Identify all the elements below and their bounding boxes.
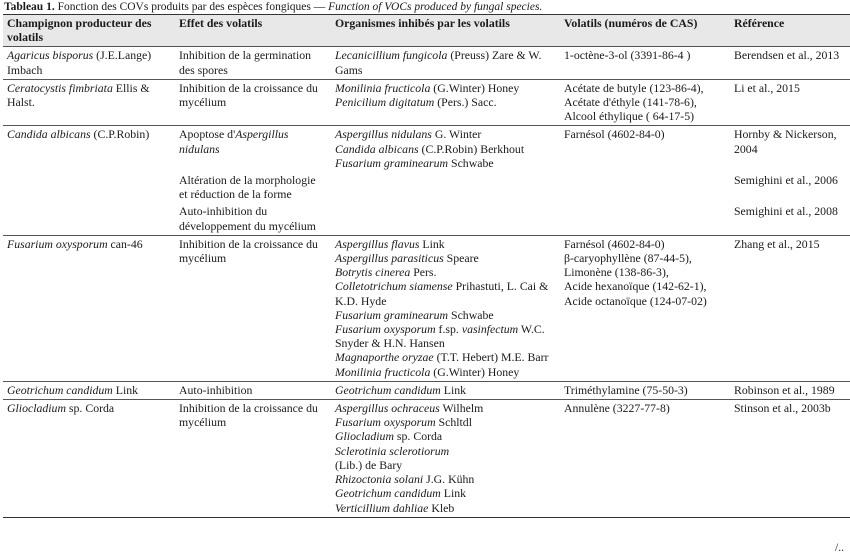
voc-table [3, 14, 850, 518]
reference-cell: Semighini et al., 2008 [730, 203, 850, 235]
organism-entry [335, 472, 556, 486]
organism-authority: Schwabe [448, 155, 494, 170]
organism-species: Fusarium graminearum [335, 307, 449, 322]
organism-species: Gliocladium [335, 429, 394, 444]
effect-cell: Auto-inhibition [175, 381, 331, 399]
organism-entry [335, 237, 556, 251]
header-volatiles: Volatils (numéros de CAS) [560, 15, 730, 47]
producer-species: Geotrichum candidum [7, 382, 113, 397]
organisms-cell [331, 126, 560, 172]
effect-cell: Inhibition de la croissance du mycélium [175, 400, 331, 518]
header-effect: Effet des volatils [175, 15, 331, 47]
organism-authority: (G.Winter) Honey [430, 80, 520, 95]
organism-authority: Link [440, 486, 467, 501]
producer-authority: sp. Corda [65, 401, 115, 416]
organism-species: Aspergillus flavus [335, 236, 420, 251]
effect-cell: Inhibition de la germination des spores [175, 47, 331, 79]
organisms-cell [331, 79, 560, 126]
organism-authority: Prihastuti, L. Cai & K.D. Hyde [335, 279, 549, 308]
effect-species: Aspergillus nidulans [179, 127, 289, 156]
organism-species: Botrytis cinerea [335, 265, 411, 280]
volatile-entry: Alcool éthylique ( 64-17-5) [564, 109, 695, 124]
reference-cell: Li et al., 2015 [730, 79, 850, 126]
header-organisms: Organismes inhibés par les volatils [331, 15, 560, 47]
caption-label: Tableau 1. [4, 1, 55, 13]
organism-species: Verticillium dahliae [335, 500, 429, 515]
organism-authority: (T.T. Hebert) M.E. Barr [433, 350, 549, 365]
volatile-entry: 1-octène-3-ol (3391-86-4 ) [564, 48, 691, 63]
organism-species: Monilinia fructicola [335, 80, 431, 95]
organism-species: Fusarium oxysporum [335, 415, 436, 430]
effect-cell: Inhibition de la croissance du mycélium [175, 79, 331, 126]
continued-marker: /.. [835, 542, 844, 554]
reference-cell: Zhang et al., 2015 [730, 235, 850, 381]
header-row [3, 15, 850, 47]
header-producer: Champignon producteur des volatils [3, 15, 175, 47]
effect-text: Apoptose d' [179, 127, 236, 142]
caption-text-fr: Fonction des COVs produits par des espèces fongiques — [54, 1, 329, 13]
organism-species: Colletotrichum siamense [335, 279, 453, 294]
organisms-cell [331, 381, 560, 399]
organism-entry [335, 401, 556, 415]
organism-entry [335, 350, 556, 364]
organism-authority: J.G. Kühn [423, 472, 475, 487]
table-row [3, 203, 850, 235]
table-row [3, 400, 850, 518]
organism-entry [335, 486, 556, 500]
producer-cell [3, 79, 175, 126]
organism-entry [335, 429, 556, 443]
producer-cell [3, 126, 175, 172]
producer-authority: Link [112, 382, 139, 397]
volatile-entry: Annulène (3227-77-8) [564, 401, 670, 416]
reference-cell: Semighini et al., 2006 [734, 173, 838, 188]
volatiles-cell [560, 400, 730, 518]
organism-authority: (Pers.) Sacc. [434, 95, 497, 110]
organism-authority: Schltdl [435, 415, 472, 430]
organism-entry [335, 415, 556, 429]
organism-entry [335, 501, 556, 515]
organism-authority: (G.Winter) Honey [430, 364, 520, 379]
organism-authority: (Lib.) de Bary [335, 457, 403, 472]
producer-species: Candida albicans [7, 127, 91, 142]
organism-entry [335, 279, 556, 307]
organism-authority: Link [419, 236, 445, 251]
organism-authority: Speare [443, 251, 479, 266]
producer-species: Gliocladium [7, 401, 66, 416]
volatile-entry: Limonène (138-86-3), [564, 265, 669, 280]
reference-cell: Robinson et al., 1989 [730, 381, 850, 399]
organism-entry [335, 444, 556, 458]
organism-species: Penicilium digitatum [335, 95, 435, 110]
volatile-entry: Acide hexanoïque (142-62-1), [564, 279, 707, 294]
organism-authority: Pers. [410, 265, 437, 280]
producer-species: Fusarium oxysporum [7, 236, 108, 251]
volatiles-cell [560, 79, 730, 126]
volatiles-cell [560, 203, 730, 235]
volatile-entry: Acétate d'éthyle (141-78-6), [564, 95, 697, 110]
organism-species: Geotrichum candidum [335, 382, 441, 397]
volatile-entry: Acétate de butyle (123-86-4), [564, 80, 704, 95]
organism-species: Lecanicillium fungicola [335, 48, 448, 63]
producer-authority: (J.E.Lange) Imbach [7, 48, 152, 77]
producer-cell [3, 400, 175, 518]
producer-authority: (C.P.Robin) [90, 127, 150, 142]
organism-species: Fusarium graminearum [335, 155, 449, 170]
producer-cell [3, 381, 175, 399]
organisms-cell [331, 400, 560, 518]
organism-entry [335, 308, 556, 322]
effect-cell [175, 126, 331, 172]
volatile-entry: Farnésol (4602-84-0) [564, 236, 665, 251]
organism-entry [335, 127, 556, 141]
organism-species: Monilinia fructicola [335, 364, 431, 379]
organism-species: Sclerotinia sclerotiorum [335, 443, 450, 458]
organism-entry [335, 265, 556, 279]
organism-species: Aspergillus nidulans [335, 127, 432, 142]
organism-entry [335, 322, 556, 350]
volatile-entry: Farnésol (4602-84-0) [564, 127, 665, 142]
organism-entry [335, 383, 556, 397]
producer-authority: Ellis & Halst. [7, 80, 150, 110]
organism-entry [335, 365, 556, 379]
volatile-entry: β-caryophyllène (87-44-5), [564, 251, 692, 266]
organism-entry [335, 156, 556, 170]
organism-forma-specialis: vasinfectum [461, 322, 519, 337]
table-row [3, 47, 850, 79]
organism-authority: Wilhelm [439, 401, 484, 416]
producer-authority: can-46 [107, 236, 143, 251]
organisms-cell [331, 47, 560, 79]
organisms-cell [331, 235, 560, 381]
producer-species: Ceratocystis fimbriata [7, 80, 113, 95]
table-row [3, 235, 850, 381]
reference-cell: Berendsen et al., 2013 [730, 47, 850, 79]
organism-entry [335, 81, 556, 95]
table-row [3, 126, 850, 172]
organism-species: Aspergillus parasiticus [335, 251, 444, 266]
organism-authority: (C.P.Robin) Berkhout [418, 141, 525, 156]
table-row [3, 172, 850, 203]
organism-authority: sp. Corda [393, 429, 443, 444]
organisms-cell [331, 172, 560, 203]
organism-entry [335, 48, 556, 76]
organism-entry [335, 95, 556, 109]
volatiles-cell [560, 235, 730, 381]
caption-text-en: Function of VOCs produced by fungal species. [328, 1, 543, 13]
organism-species: Geotrichum candidum [335, 486, 441, 501]
effect-cell: Inhibition de la croissance du mycélium [175, 235, 331, 381]
table-row [3, 381, 850, 399]
effect-cell: Auto-inhibition du développement du mycélium [175, 203, 331, 235]
header-reference: Référence [730, 15, 850, 47]
organism-authority: Schwabe [448, 307, 494, 322]
organism-authority: f.sp. [435, 322, 462, 337]
producer-cell [3, 235, 175, 381]
volatiles-cell [560, 381, 730, 399]
producer-species: Agaricus bisporus [7, 48, 94, 63]
effect-cell: Altération de la morphologie et réduction de la forme [179, 173, 316, 202]
volatiles-cell [560, 172, 730, 203]
organism-species: Candida albicans [335, 141, 419, 156]
organism-entry [335, 251, 556, 265]
organism-species: Aspergillus ochraceus [335, 401, 440, 416]
organisms-cell [331, 203, 560, 235]
volatiles-cell [560, 47, 730, 79]
organism-authority: W.C. Snyder & H.N. Hansen [335, 322, 545, 351]
producer-cell [3, 47, 175, 79]
table-caption [4, 0, 542, 14]
organism-entry [335, 142, 556, 156]
organism-species: Magnaporthe oryzae [335, 350, 434, 365]
reference-cell: Hornby & Nickerson, 2004 [734, 127, 837, 156]
organism-authority: Link [440, 382, 467, 397]
organism-species: Fusarium oxysporum [335, 322, 436, 337]
volatile-entry: Triméthylamine (75-50-3) [564, 382, 688, 397]
organism-authority: (Preuss) Zare & W. Gams [335, 48, 542, 77]
producer-cell [3, 172, 175, 203]
organism-authority: G. Winter [431, 127, 482, 142]
table-row [3, 79, 850, 126]
organism-entry [335, 458, 556, 472]
volatile-entry: Acide octanoïque (124-07-02) [564, 293, 707, 308]
organism-authority: Kleb [428, 500, 455, 515]
volatiles-cell [560, 126, 730, 172]
reference-cell: Stinson et al., 2003b [730, 400, 850, 518]
producer-cell [3, 203, 175, 235]
organism-species: Rhizoctonia solani [335, 472, 424, 487]
